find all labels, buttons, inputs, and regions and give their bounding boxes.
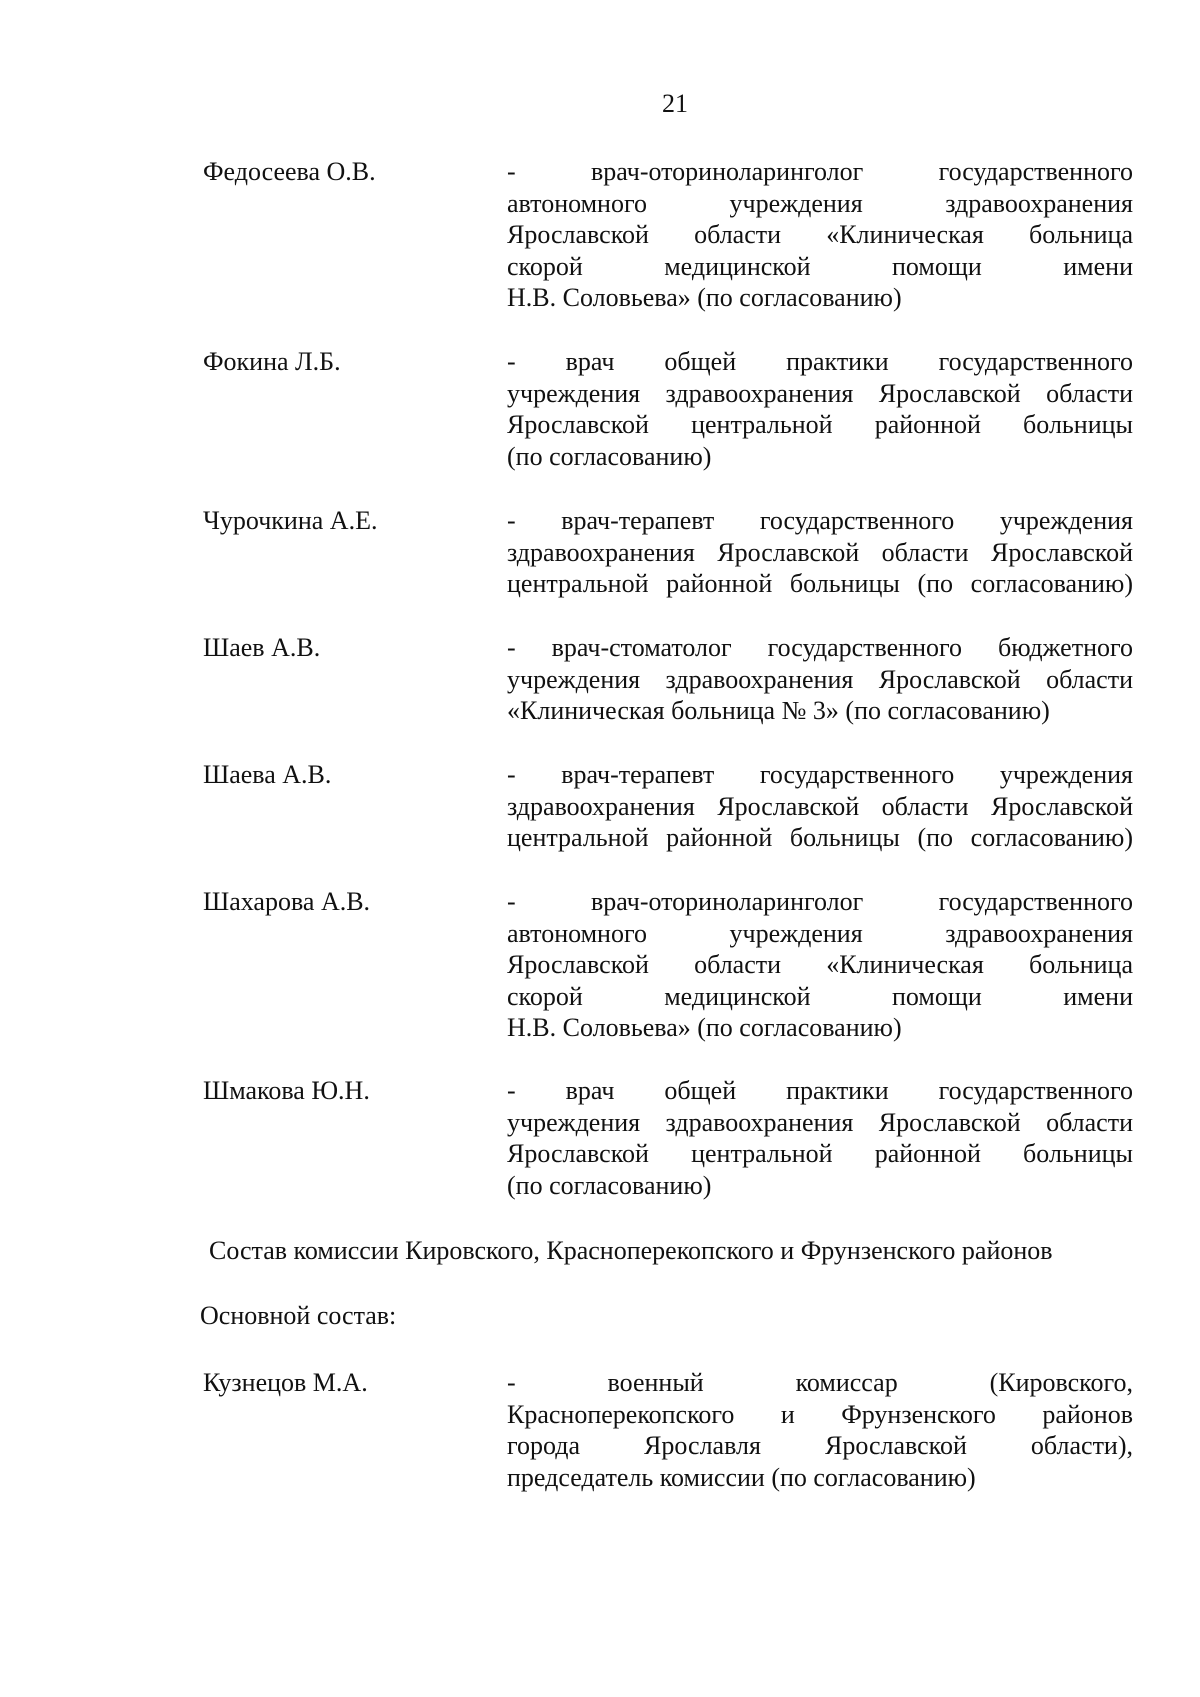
page-number: 21 [662, 89, 688, 118]
description-line: Н.В. Соловьева» (по согласованию) [507, 1013, 902, 1042]
description-line: здравоохранения Ярославской области Ярославской [507, 791, 1133, 821]
description-line: центральной районной больницы (по согласованию) [507, 569, 1133, 598]
description-line: - врач-терапевт государственного учреждения [507, 760, 1133, 789]
description-line: Ярославской центральной районной больницы [507, 410, 1133, 439]
description-line: «Клиническая больница № 3» (по согласованию) [507, 696, 1050, 725]
description-line: - врач-терапевт государственного учреждения [507, 506, 1133, 535]
member-description [507, 346, 1133, 472]
member-name: Шаева А.В. [203, 760, 332, 789]
description-line: учреждения здравоохранения Ярославской области [507, 378, 1133, 408]
member-description [507, 632, 1133, 727]
description-line: - врач-стоматолог государственного бюджетного [507, 633, 1133, 662]
description-line: Ярославской области «Клиническая больница [507, 950, 1133, 979]
member-name: Кузнецов М.А. [203, 1368, 368, 1397]
member-description [507, 759, 1133, 854]
description-line: учреждения здравоохранения Ярославской области [507, 1107, 1133, 1137]
description-line: - врач-оториноларинголог государственного [507, 887, 1133, 916]
description-line: Красноперекопского и Фрунзенского районов [507, 1399, 1133, 1429]
member-name: Федосеева О.В. [203, 157, 376, 186]
description-line: Ярославской области «Клиническая больница [507, 220, 1133, 249]
description-line: скорой медицинской помощи имени [507, 251, 1133, 281]
description-line: председатель комиссии (по согласованию) [507, 1462, 976, 1492]
member-description [507, 505, 1133, 600]
member-description [507, 1075, 1133, 1201]
description-line: Ярославской центральной районной больницы [507, 1139, 1133, 1168]
member-description [507, 886, 1133, 1044]
member-name: Шаев А.В. [203, 633, 321, 662]
description-line: - военный комиссар (Кировского, [507, 1368, 1133, 1397]
member-name: Фокина Л.Б. [203, 347, 341, 376]
section-heading: Состав комиссии Кировского, Красноперекопского и Фрунзенского районов [209, 1236, 1053, 1265]
member-description [507, 1367, 1133, 1493]
member-description [507, 156, 1133, 314]
description-line: - врач общей практики государственного [507, 1076, 1133, 1105]
description-line: - врач общей практики государственного [507, 347, 1133, 376]
description-line: - врач-оториноларинголог государственного [507, 157, 1133, 186]
description-line: города Ярославля Ярославской области), [507, 1431, 1133, 1460]
description-line: Н.В. Соловьева» (по согласованию) [507, 283, 902, 312]
subheading: Основной состав: [200, 1301, 397, 1330]
description-line: учреждения здравоохранения Ярославской области [507, 664, 1133, 694]
member-name: Шмакова Ю.Н. [203, 1076, 370, 1105]
description-line: (по согласованию) [507, 1170, 712, 1200]
description-line: автономного учреждения здравоохранения [507, 918, 1133, 948]
member-name: Шахарова А.В. [203, 887, 371, 916]
description-line: скорой медицинской помощи имени [507, 981, 1133, 1011]
description-line: (по согласованию) [507, 441, 712, 471]
description-line: центральной районной больницы (по согласованию) [507, 823, 1133, 852]
description-line: автономного учреждения здравоохранения [507, 188, 1133, 218]
member-name: Чурочкина А.Е. [203, 506, 378, 535]
description-line: здравоохранения Ярославской области Ярославской [507, 537, 1133, 567]
